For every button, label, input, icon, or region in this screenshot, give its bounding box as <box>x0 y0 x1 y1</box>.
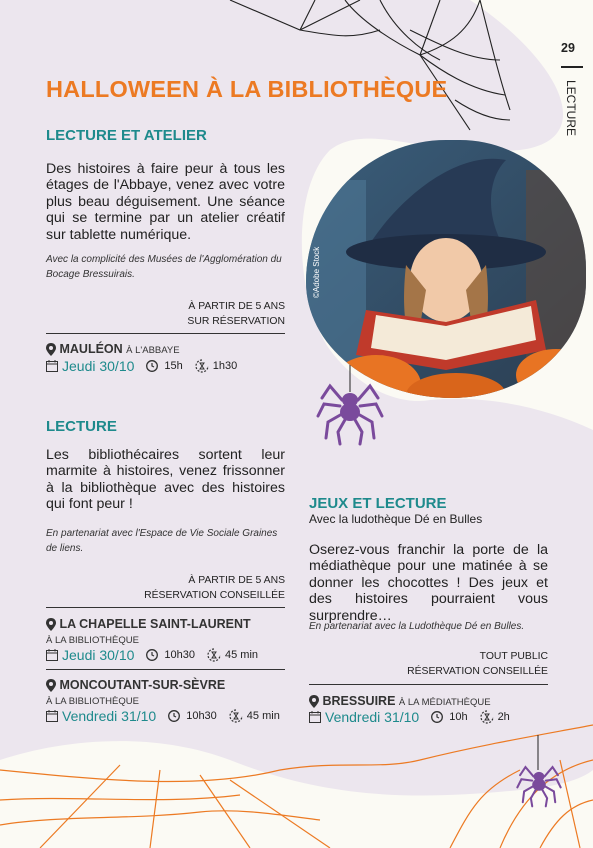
event-2-session-1-venue: À LA BIBLIOTHÈQUE <box>46 635 139 646</box>
spider-icon-small <box>516 760 562 808</box>
duration-icon <box>207 648 221 662</box>
spider-web-top <box>230 0 510 130</box>
spider-icon <box>316 376 384 446</box>
event-3-note: En partenariat avec la Ludothèque Dé en Bulles. <box>309 621 525 632</box>
event-2-booking: RÉSERVATION CONSEILLÉE <box>144 590 285 601</box>
location-pin-icon <box>46 343 56 356</box>
event-2-audience <box>46 573 285 603</box>
event-3-rule <box>309 684 548 685</box>
duration-icon <box>480 710 494 724</box>
calendar-icon <box>46 710 58 722</box>
event-2-session-divider <box>46 669 285 670</box>
section-label: LECTURE <box>564 80 578 137</box>
location-pin-icon <box>46 679 56 692</box>
event-3-subheading: Avec la ludothèque Dé en Bulles <box>309 512 483 526</box>
clock-icon <box>146 649 158 661</box>
event-3-booking: RÉSERVATION CONSEILLÉE <box>407 666 548 677</box>
event-2-session-2-location: MONCOUTANT-SUR-SÈVRE <box>46 678 225 692</box>
event-3-session-1-location: BRESSUIRE À LA MÉDIATHÈQUE <box>309 694 491 708</box>
duration-icon <box>195 359 209 373</box>
event-1-audience <box>46 299 285 329</box>
event-1-description: Des histoires à faire peur à tous les étages de l'Abbaye, venez avec votre plus beau déguisement. Une séance qui se termine par un atelier créatif sur tablette numérique. <box>46 161 285 243</box>
event-3-description: Oserez-vous franchir la porte de la médiathèque pour une matinée à se donner les chocottes ! Des jeux et des histoires pourraient vous surprendre… <box>309 542 548 624</box>
event-2-heading: LECTURE <box>46 418 117 435</box>
bottom-wave-shape <box>0 741 593 848</box>
location-pin-icon <box>309 695 319 708</box>
calendar-icon <box>309 711 321 723</box>
event-3-session-1-info: Vendredi 31/10 10h 2h <box>309 709 510 725</box>
event-2-rule <box>46 607 285 608</box>
event-2-description: Les bibliothécaires sortent leur marmite à histoires, venez frissonner à la bibliothèque avec des histoires qui font peur ! <box>46 447 285 513</box>
event-2-session-2-venue: À LA BIBLIOTHÈQUE <box>46 696 139 707</box>
event-1-heading: LECTURE ET ATELIER <box>46 127 207 144</box>
event-1-session-1-info: Jeudi 30/10 15h 1h30 <box>46 358 237 374</box>
event-1-session-1-location: MAULÉON À L'ABBAYE <box>46 342 180 356</box>
event-2-note: En partenariat avec l'Espace de Vie Sociale Graines de liens. <box>46 528 278 554</box>
photo-credit: ©Adobe Stock <box>312 246 321 298</box>
location-pin-icon <box>46 618 56 631</box>
calendar-icon <box>46 649 58 661</box>
page-title: HALLOWEEN À LA BIBLIOTHÈQUE <box>46 76 448 102</box>
event-2-session-2-info: Vendredi 31/10 10h30 45 min <box>46 708 280 724</box>
clock-icon <box>146 360 158 372</box>
event-3-audience <box>309 649 548 679</box>
event-2-session-1-info: Jeudi 30/10 10h30 45 min <box>46 647 258 663</box>
page-number-rule <box>561 66 583 68</box>
event-1-rule <box>46 333 285 334</box>
event-2-session-1-location: LA CHAPELLE SAINT-LAURENT <box>46 617 251 631</box>
duration-icon <box>229 709 243 723</box>
event-2-age: À PARTIR DE 5 ANS <box>188 575 285 586</box>
event-3-public: TOUT PUBLIC <box>479 651 548 662</box>
witch-girl-photo <box>306 140 586 398</box>
calendar-icon <box>46 360 58 372</box>
event-3-heading: JEUX ET LECTURE <box>309 495 447 512</box>
page-number: 29 <box>561 41 575 55</box>
event-1-booking: SUR RÉSERVATION <box>187 316 285 327</box>
clock-icon <box>431 711 443 723</box>
event-1-age: À PARTIR DE 5 ANS <box>188 301 285 312</box>
event-1-note: Avec la complicité des Musées de l'Agglomération du Bocage Bressuirais. <box>46 254 282 280</box>
clock-icon <box>168 710 180 722</box>
